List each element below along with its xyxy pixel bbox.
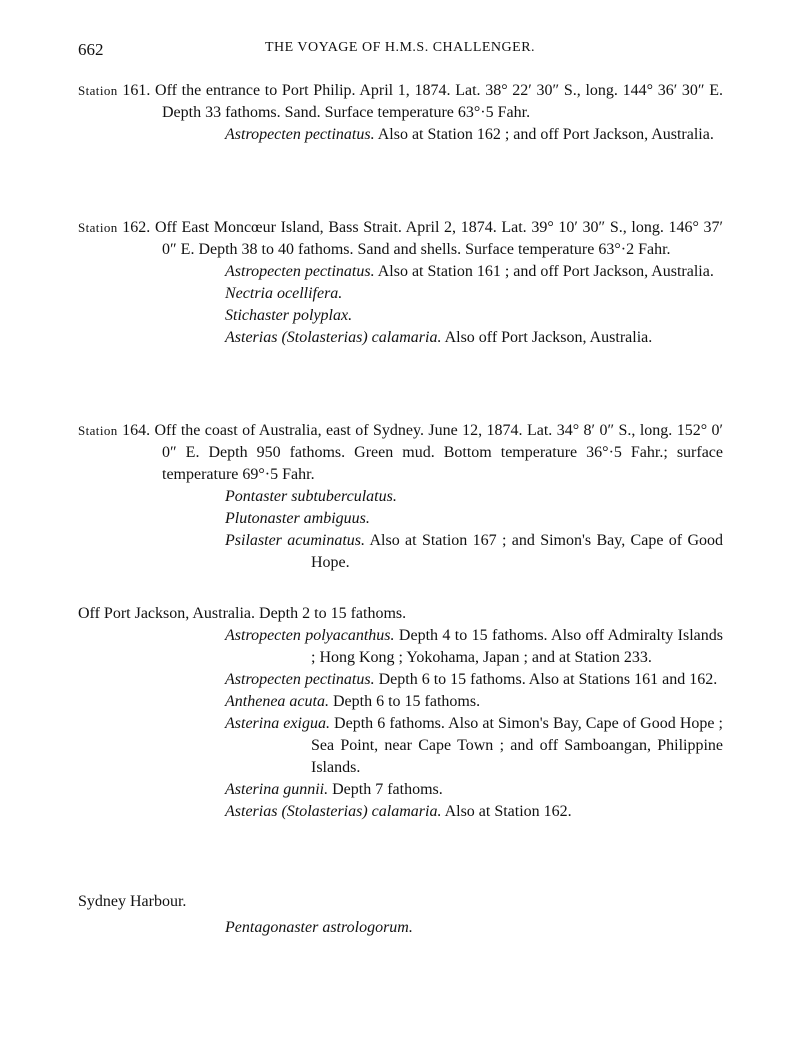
- species-name: Plutonaster ambiguus.: [225, 510, 370, 527]
- species-item: [225, 486, 723, 508]
- station-details: Off the entrance to Port Philip. April 1, 1874. Lat. 38° 22′ 30″ S., long. 144° 36′ 30″ E. Depth 33 fathoms. Sand. Surface temperature 63°·5 Fahr.: [155, 82, 724, 121]
- station-details: Off the coast of Australia, east of Sydney. June 12, 1874. Lat. 34° 8′ 0″ S., long. 152° 0′ 0″ E. Depth 950 fathoms. Green mud. Bottom temperature 36°·5 Fahr.; surface temperature 69°·5 Fahr.: [154, 422, 724, 483]
- species-name: Psilaster acuminatus.: [225, 532, 366, 549]
- species-name: Nectria ocellifera.: [225, 285, 343, 302]
- species-note: Also at Station 167 ; and Simon's Bay, Cape of Good Hope.: [311, 532, 723, 571]
- species-note: Also off Port Jackson, Australia.: [444, 329, 653, 346]
- locality-entry: [78, 891, 723, 939]
- species-name: Asterina exigua.: [225, 715, 330, 732]
- species-item: [225, 669, 723, 691]
- species-item: [225, 801, 723, 823]
- species-item: [225, 283, 723, 305]
- species-item: [225, 530, 723, 574]
- station-number: 161.: [122, 82, 151, 99]
- species-name: Astropecten pectinatus.: [225, 671, 375, 688]
- station-label: Station: [78, 83, 118, 98]
- page-number: 662: [78, 40, 104, 59]
- station-description: [78, 420, 723, 486]
- species-name: Asterina gunnii.: [225, 781, 329, 798]
- species-item: [225, 261, 723, 283]
- species-note: Depth 6 fathoms. Also at Simon's Bay, Cape of Good Hope ; Sea Point, near Cape Town ; and off Samboangan, Philippine Islands.: [311, 715, 724, 776]
- running-title: THE VOYAGE OF H.M.S. CHALLENGER.: [264, 40, 536, 55]
- station-number: 164.: [122, 422, 151, 439]
- species-item: [225, 779, 723, 801]
- species-item: [225, 305, 723, 327]
- species-name: Astropecten pectinatus.: [225, 126, 375, 143]
- species-item: [225, 713, 723, 779]
- locality-description: Off Port Jackson, Australia. Depth 2 to 15 fathoms.: [78, 605, 407, 622]
- species-name: Stichaster polyplax.: [225, 307, 353, 324]
- species-item: [225, 625, 723, 669]
- station-description: [78, 217, 723, 261]
- species-note: Depth 4 to 15 fathoms. Also off Admiralty Islands ; Hong Kong ; Yokohama, Japan ; and at Station 233.: [311, 627, 723, 666]
- species-item: [225, 691, 723, 713]
- species-note: Depth 6 to 15 fathoms.: [332, 693, 481, 710]
- species-note: Depth 6 to 15 fathoms. Also at Stations 161 and 162.: [378, 671, 718, 688]
- species-note: Also at Station 162 ; and off Port Jackson, Australia.: [377, 126, 714, 143]
- species-name: Anthenea acuta.: [225, 693, 329, 710]
- species-note: Also at Station 161 ; and off Port Jackson, Australia.: [377, 263, 714, 280]
- species-name: Astropecten pectinatus.: [225, 263, 375, 280]
- species-name: Asterias (Stolasterias) calamaria.: [225, 329, 442, 346]
- species-name: Pontaster subtuberculatus.: [225, 488, 397, 505]
- station-entry: [78, 80, 723, 146]
- species-item: [225, 917, 723, 939]
- station-description: [78, 80, 723, 124]
- station-number: 162.: [122, 219, 151, 236]
- page-header: [78, 40, 722, 64]
- locality-description: Sydney Harbour.: [78, 893, 187, 910]
- station-label: Station: [78, 423, 118, 438]
- species-item: [225, 124, 723, 146]
- species-name: Asterias (Stolasterias) calamaria.: [225, 803, 442, 820]
- species-note: Depth 7 fathoms.: [332, 781, 443, 798]
- species-item: [225, 327, 723, 349]
- station-entry: [78, 420, 723, 574]
- locality-entry: [78, 603, 723, 823]
- station-label: Station: [78, 220, 118, 235]
- station-details: Off East Moncœur Island, Bass Strait. April 2, 1874. Lat. 39° 10′ 30″ S., long. 146° 37′ 0″ E. Depth 38 to 40 fathoms. Sand and shells. Surface temperature 63°·2 Fahr.: [154, 219, 724, 258]
- species-name: Pentagonaster astrologorum.: [225, 919, 413, 936]
- species-name: Astropecten polyacanthus.: [225, 627, 395, 644]
- species-note: Also at Station 162.: [444, 803, 572, 820]
- species-item: [225, 508, 723, 530]
- station-entry: [78, 217, 723, 349]
